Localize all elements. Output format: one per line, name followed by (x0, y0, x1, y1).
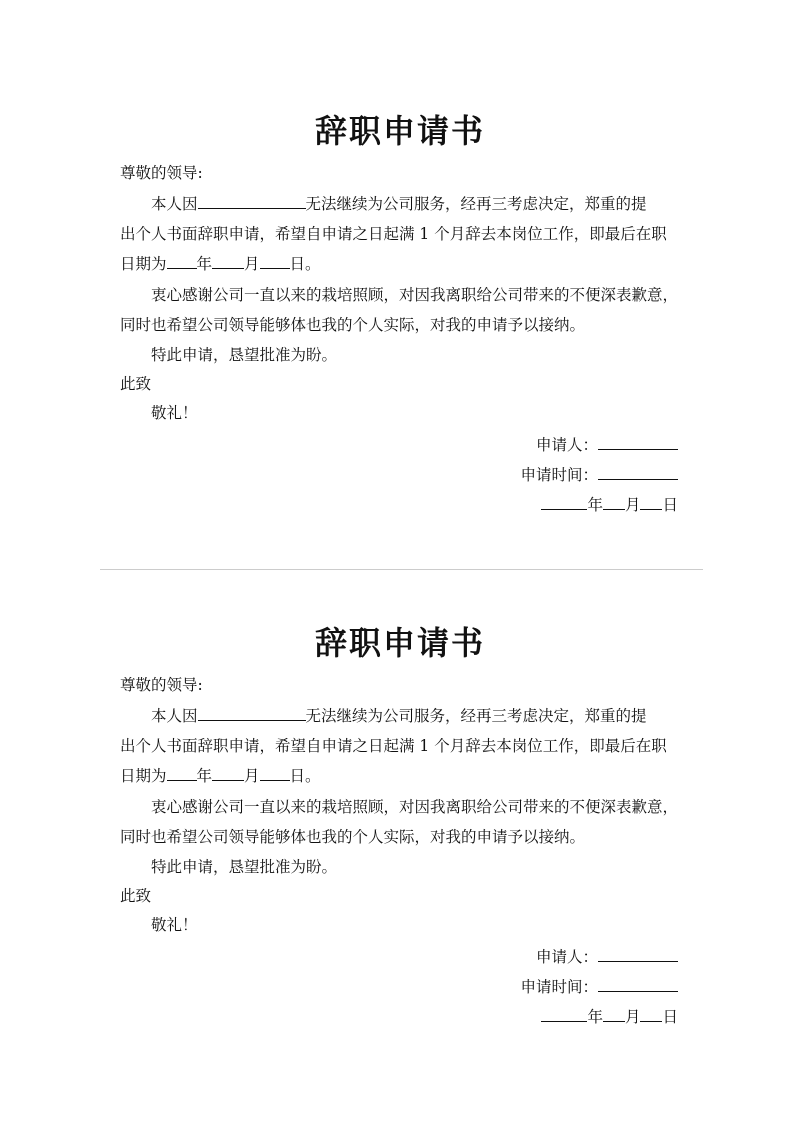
month-label: 月 (244, 767, 260, 785)
paragraph-2-line-1: 衷心感谢公司一直以来的栽培照顾，对因我离职给公司带来的不便深表歉意， (151, 798, 679, 816)
day-label: 日。 (289, 767, 321, 785)
reason-blank (198, 193, 306, 209)
date-label: 申请时间： (520, 978, 598, 996)
sig-month-blank (603, 1006, 625, 1022)
resignation-letter-1 (0, 0, 800, 514)
paragraph-1-line-3 (120, 253, 321, 275)
month-blank (212, 765, 244, 781)
paragraph-3: 特此申请，恳望批准为盼。 (151, 858, 338, 876)
day-label: 日。 (289, 255, 321, 273)
sig-month-label: 月 (624, 1008, 641, 1026)
sig-day-label: 日 (662, 1008, 678, 1026)
applicant-blank (598, 434, 678, 450)
date-blank (598, 976, 678, 992)
sig-day-label: 日 (662, 496, 678, 514)
text: 本人因 (151, 707, 198, 725)
applicant-row (536, 434, 678, 456)
month-label: 月 (244, 255, 260, 273)
paragraph-1-line-2: 出个人书面辞职申请，希望自申请之日起满 1 个月辞去本岗位工作，即最后在职 (120, 225, 667, 243)
date-blank (598, 464, 678, 480)
date-label: 申请时间： (520, 466, 598, 484)
paragraph-2-line-2: 同时也希望公司领导能够体也我的个人实际，对我的申请予以接纳。 (120, 316, 586, 334)
sig-month-blank (603, 494, 625, 510)
paragraph-1-line-2: 出个人书面辞职申请，希望自申请之日起满 1 个月辞去本岗位工作，即最后在职 (120, 737, 667, 755)
applicant-row (536, 946, 678, 968)
date-row (520, 464, 678, 486)
sig-year-blank (541, 1006, 587, 1022)
sig-year-label: 年 (587, 496, 603, 514)
text: 无法继续为公司服务，经再三考虑决定，郑重的提 (305, 707, 647, 725)
day-blank (260, 765, 290, 781)
date-row (520, 976, 678, 998)
paragraph-1-line-1 (151, 705, 647, 727)
sig-month-label: 月 (624, 496, 641, 514)
closing-2: 敬礼！ (151, 404, 198, 422)
text: 本人因 (151, 195, 198, 213)
year-blank (167, 253, 197, 269)
letter-title: 辞职申请书 (314, 624, 485, 662)
year-label: 年 (196, 255, 213, 273)
sig-year-blank (541, 494, 587, 510)
text: 日期为 (120, 767, 167, 785)
salutation: 尊敬的领导: (120, 676, 203, 694)
year-blank (167, 765, 197, 781)
text: 无法继续为公司服务，经再三考虑决定，郑重的提 (305, 195, 647, 213)
year-label: 年 (196, 767, 213, 785)
sig-date-row (541, 1006, 678, 1028)
sig-day-blank (640, 494, 662, 510)
closing-1: 此致 (120, 375, 152, 393)
closing-1: 此致 (120, 887, 152, 905)
sig-year-label: 年 (587, 1008, 603, 1026)
salutation: 尊敬的领导: (120, 164, 203, 182)
paragraph-2-line-2: 同时也希望公司领导能够体也我的个人实际，对我的申请予以接纳。 (120, 828, 586, 846)
month-blank (212, 253, 244, 269)
letter-title: 辞职申请书 (314, 112, 485, 150)
paragraph-3: 特此申请，恳望批准为盼。 (151, 346, 338, 364)
paragraph-1-line-1 (151, 193, 647, 215)
closing-2: 敬礼！ (151, 916, 198, 934)
sig-day-blank (640, 1006, 662, 1022)
paragraph-2-line-1: 衷心感谢公司一直以来的栽培照顾，对因我离职给公司带来的不便深表歉意， (151, 286, 679, 304)
applicant-blank (598, 946, 678, 962)
day-blank (260, 253, 290, 269)
applicant-label: 申请人： (535, 436, 598, 454)
resignation-letter-2 (0, 512, 800, 1026)
text: 日期为 (120, 255, 167, 273)
applicant-label: 申请人： (535, 948, 598, 966)
paragraph-1-line-3 (120, 765, 321, 787)
reason-blank (198, 705, 306, 721)
